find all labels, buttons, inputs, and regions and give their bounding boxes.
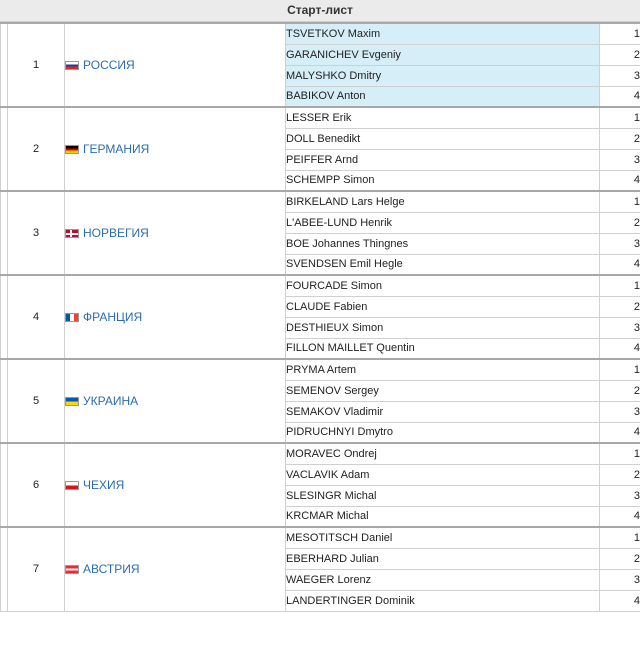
- athlete-name: EBERHARD Julian: [286, 548, 600, 569]
- row-edge: [1, 359, 8, 443]
- leg-number: 4: [600, 170, 640, 191]
- leg-number: 4: [600, 422, 640, 443]
- team-cell: [65, 275, 286, 359]
- table-row: [1, 23, 640, 44]
- table-row: [1, 359, 640, 380]
- athlete-name: SVENDSEN Emil Hegle: [286, 254, 600, 275]
- ukraine-flag-icon: [65, 397, 79, 406]
- team-cell: [65, 23, 286, 107]
- leg-number: 1: [600, 443, 640, 464]
- athlete-name: MORAVEC Ondrej: [286, 443, 600, 464]
- table-row: [1, 275, 640, 296]
- athlete-name: GARANICHEV Evgeniy: [286, 44, 600, 65]
- austria-flag-icon: [65, 565, 79, 574]
- team-group: [1, 191, 640, 275]
- start-list-table: [0, 22, 640, 612]
- leg-number: 1: [600, 275, 640, 296]
- leg-number: 4: [600, 86, 640, 107]
- team-group: [1, 443, 640, 527]
- athlete-name: MALYSHKO Dmitry: [286, 65, 600, 86]
- athlete-name: PIDRUCHNYI Dmytro: [286, 422, 600, 443]
- leg-number: 3: [600, 485, 640, 506]
- leg-number: 3: [600, 65, 640, 86]
- athlete-name: PEIFFER Arnd: [286, 149, 600, 170]
- germany-flag-icon: [65, 145, 79, 154]
- team-name-link[interactable]: РОССИЯ: [83, 58, 135, 72]
- team-group: [1, 275, 640, 359]
- athlete-name: LESSER Erik: [286, 107, 600, 128]
- row-edge: [1, 443, 8, 527]
- leg-number: 1: [600, 359, 640, 380]
- team-number: 6: [8, 443, 65, 527]
- leg-number: 3: [600, 149, 640, 170]
- team-cell: [65, 359, 286, 443]
- athlete-name: MESOTITSCH Daniel: [286, 527, 600, 548]
- row-edge: [1, 107, 8, 191]
- france-flag-icon: [65, 313, 79, 322]
- row-edge: [1, 527, 8, 611]
- leg-number: 4: [600, 338, 640, 359]
- team-group: [1, 359, 640, 443]
- leg-number: 3: [600, 401, 640, 422]
- athlete-name: KRCMAR Michal: [286, 506, 600, 527]
- leg-number: 3: [600, 317, 640, 338]
- leg-number: 1: [600, 527, 640, 548]
- team-group: [1, 23, 640, 107]
- athlete-name: TSVETKOV Maxim: [286, 23, 600, 44]
- athlete-name: SLESINGR Michal: [286, 485, 600, 506]
- team-number: 3: [8, 191, 65, 275]
- athlete-name: FILLON MAILLET Quentin: [286, 338, 600, 359]
- leg-number: 1: [600, 23, 640, 44]
- team-number: 4: [8, 275, 65, 359]
- team-number: 7: [8, 527, 65, 611]
- leg-number: 4: [600, 590, 640, 611]
- team-name-link[interactable]: АВСТРИЯ: [83, 562, 140, 577]
- team-name-link[interactable]: ЧЕХИЯ: [83, 478, 125, 492]
- leg-number: 1: [600, 107, 640, 128]
- leg-number: 4: [600, 254, 640, 275]
- athlete-name: CLAUDE Fabien: [286, 296, 600, 317]
- athlete-name: BOE Johannes Thingnes: [286, 233, 600, 254]
- czech-flag-icon: [65, 481, 79, 490]
- athlete-name: DOLL Benedikt: [286, 128, 600, 149]
- russia-flag-icon: [65, 61, 79, 70]
- athlete-name: L'ABEE-LUND Henrik: [286, 212, 600, 233]
- team-number: 1: [8, 23, 65, 107]
- team-name-link[interactable]: ФРАНЦИЯ: [83, 310, 143, 324]
- leg-number: 4: [600, 506, 640, 527]
- athlete-name: DESTHIEUX Simon: [286, 317, 600, 338]
- team-cell: [65, 527, 286, 611]
- table-row: [1, 443, 640, 464]
- team-cell: [65, 107, 286, 191]
- athlete-name: BIRKELAND Lars Helge: [286, 191, 600, 212]
- team-cell: [65, 443, 286, 527]
- athlete-name: LANDERTINGER Dominik: [286, 590, 600, 611]
- team-number: 5: [8, 359, 65, 443]
- team-name-link[interactable]: НОРВЕГИЯ: [83, 226, 149, 240]
- leg-number: 2: [600, 44, 640, 65]
- athlete-name: PRYMA Artem: [286, 359, 600, 380]
- table-row: [1, 191, 640, 212]
- row-edge: [1, 275, 8, 359]
- page-title: Старт-лист: [0, 0, 640, 22]
- team-number: 2: [8, 107, 65, 191]
- athlete-name: WAEGER Lorenz: [286, 569, 600, 590]
- leg-number: 2: [600, 464, 640, 485]
- team-group: [1, 527, 640, 611]
- leg-number: 2: [600, 548, 640, 569]
- row-edge: [1, 191, 8, 275]
- leg-number: 2: [600, 296, 640, 317]
- athlete-name: VACLAVIK Adam: [286, 464, 600, 485]
- leg-number: 1: [600, 191, 640, 212]
- row-edge: [1, 23, 8, 107]
- team-name-link[interactable]: УКРАИНА: [83, 394, 139, 408]
- team-group: [1, 107, 640, 191]
- norway-flag-icon: [65, 229, 79, 238]
- team-name-link[interactable]: ГЕРМАНИЯ: [83, 142, 150, 156]
- leg-number: 2: [600, 380, 640, 401]
- athlete-name: FOURCADE Simon: [286, 275, 600, 296]
- leg-number: 3: [600, 233, 640, 254]
- athlete-name: BABIKOV Anton: [286, 86, 600, 107]
- athlete-name: SCHEMPP Simon: [286, 170, 600, 191]
- table-row: [1, 107, 640, 128]
- athlete-name: SEMENOV Sergey: [286, 380, 600, 401]
- athlete-name: SEMAKOV Vladimir: [286, 401, 600, 422]
- leg-number: 2: [600, 212, 640, 233]
- leg-number: 2: [600, 128, 640, 149]
- leg-number: 3: [600, 569, 640, 590]
- team-cell: [65, 191, 286, 275]
- table-row: [1, 527, 640, 548]
